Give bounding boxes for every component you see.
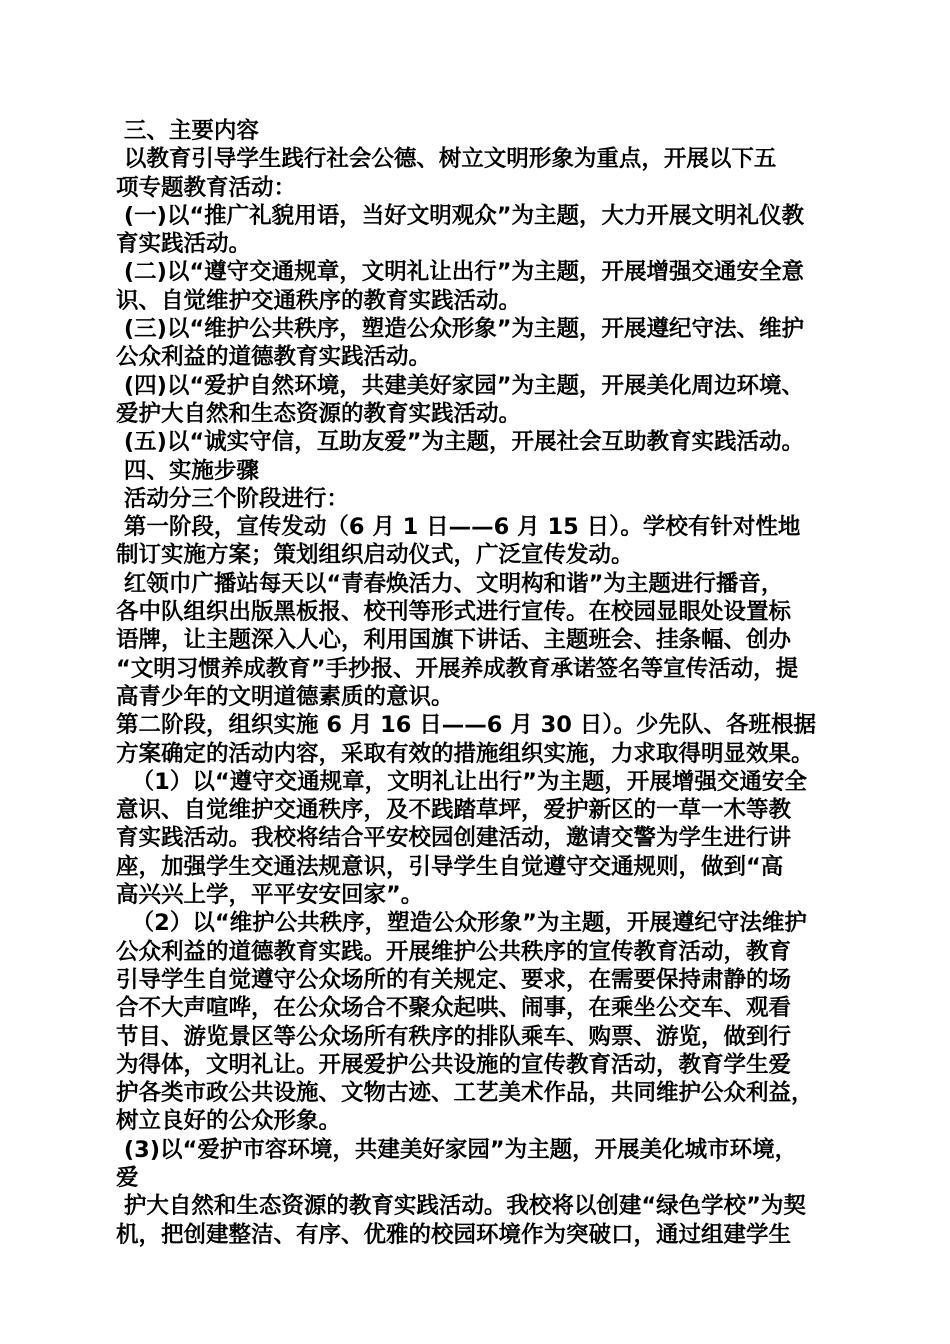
text-line: 引导学生自觉遵守公众场所的有关规定、要求，在需要保持肃静的场 bbox=[116, 966, 792, 993]
text-line: 项专题教育活动： bbox=[116, 174, 297, 201]
text-line: 育实践活动。 bbox=[116, 231, 252, 258]
section-heading-main-content: 三、主要内容 bbox=[116, 118, 259, 144]
text-line: 节目、游览景区等公众场所有秩序的排队乘车、购票、游览，做到行 bbox=[116, 1023, 792, 1050]
text-line: 语牌，让主题深入人心，利用国旗下讲话、主题班会、挂条幅、创办 bbox=[116, 627, 792, 654]
text-line: (三)以“维护公共秩序，塑造公众形象”为主题，开展遵纪守法、维护 bbox=[116, 316, 804, 343]
text-line: 机，把创建整洁、有序、优雅的校园环境作为突破口，通过组建学生 bbox=[116, 1221, 792, 1248]
text-line: 合不大声喧哗，在公众场合不聚众起哄、闹事，在乘坐公交车、观看 bbox=[116, 995, 792, 1022]
document-page bbox=[116, 117, 846, 1249]
text-line: 座，加强学生交通法规意识，引导学生自觉遵守交通规则，做到“高 bbox=[116, 853, 784, 880]
text-line: 制订实施方案；策划组织启动仪式，广泛宣传发动。 bbox=[116, 542, 634, 569]
text-line: （1）以“遵守交通规章，文明礼让出行”为主题，开展增强交通安全 bbox=[116, 768, 807, 795]
text-line: （2）以“维护公共秩序，塑造公众形象”为主题，开展遵纪守法维护 bbox=[116, 910, 807, 937]
text-line: (二)以“遵守交通规章，文明礼让出行”为主题，开展增强交通安全意 bbox=[116, 259, 804, 286]
text-line: 爱 bbox=[116, 1164, 139, 1191]
text-line: 爱护大自然和生态资源的教育实践活动。 bbox=[116, 400, 522, 427]
text-line: 以教育引导学生践行社会公德、树立文明形象为重点，开展以下五 bbox=[116, 146, 777, 173]
text-line: 护大自然和生态资源的教育实践活动。我校将以创建“绿色学校”为契 bbox=[116, 1193, 806, 1220]
text-line: 公众利益的道德教育实践活动。 bbox=[116, 344, 432, 371]
text-line: 红领巾广播站每天以“青春焕活力、文明构和谐”为主题进行播音， bbox=[116, 570, 784, 597]
text-line: 第一阶段，宣传发动（6 月 1 日——6 月 15 日）。学校有针对性地 bbox=[116, 514, 801, 541]
text-line: “文明习惯养成教育”手抄报、开展养成教育承诺签名等宣传活动，提 bbox=[116, 655, 799, 682]
text-line: 护各类市政公共设施、文物古迹、工艺美术作品，共同维护公众利益， bbox=[116, 1080, 814, 1107]
text-line: 公众利益的道德教育实践。开展维护公共秩序的宣传教育活动，教育 bbox=[116, 938, 792, 965]
text-line: 识、自觉维护交通秩序的教育实践活动。 bbox=[116, 287, 522, 314]
text-line: 为得体，文明礼让。开展爱护公共设施的宣传教育活动，教育学生爱 bbox=[116, 1051, 792, 1078]
text-line: 方案确定的活动内容，采取有效的措施组织实施，力求取得明显效果。 bbox=[116, 740, 814, 767]
text-line: 树立良好的公众形象。 bbox=[116, 1108, 342, 1135]
text-line: 第二阶段，组织实施 6 月 16 日——6 月 30 日）。少先队、各班根据 bbox=[116, 712, 817, 739]
text-line: 高兴兴上学，平平安安回家”。 bbox=[116, 882, 424, 909]
text-line: (五)以“诚实守信，互助友爱”为主题，开展社会互助教育实践活动。 bbox=[116, 429, 804, 456]
text-line: 高青少年的文明道德素质的意识。 bbox=[116, 683, 454, 710]
section-heading-implementation-steps: 四、实施步骤 bbox=[116, 457, 259, 484]
text-line: (四)以“爱护自然环境，共建美好家园”为主题，开展美化周边环境、 bbox=[116, 372, 804, 399]
text-line: 育实践活动。我校将结合平安校园创建活动，邀请交警为学生进行讲 bbox=[116, 825, 792, 852]
text-line: 各中队组织出版黑板报、校刊等形式进行宣传。在校园显眼处设置标 bbox=[116, 599, 792, 626]
text-line: (3)以“爱护市容环境，共建美好家园”为主题，开展美化城市环境， bbox=[116, 1136, 798, 1163]
text-line: 意识、自觉维护交通秩序，及不践踏草坪，爱护新区的一草一木等教 bbox=[116, 797, 792, 824]
text-line: 活动分三个阶段进行： bbox=[116, 485, 349, 512]
text-line: (一)以“推广礼貌用语，当好文明观众”为主题，大力开展文明礼仪教 bbox=[116, 202, 804, 229]
